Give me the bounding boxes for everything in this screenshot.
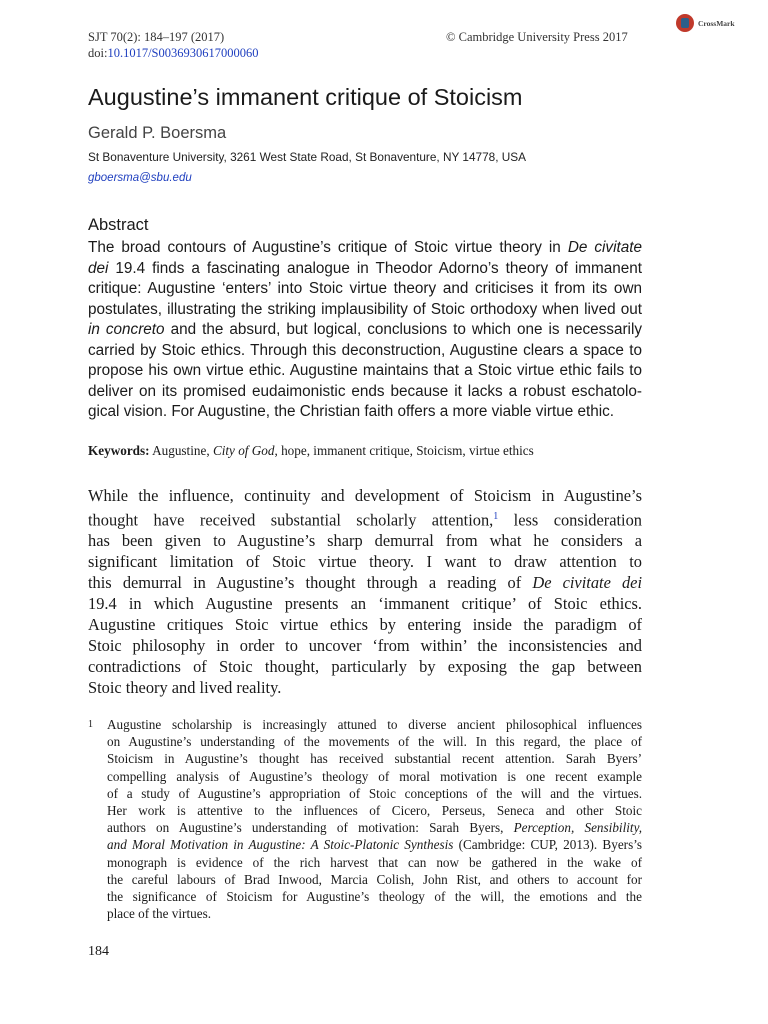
footnote-line: Her work is attentive to the influences of Cicero, Perseus, Seneca and other Stoic bbox=[107, 803, 642, 819]
copyright: © Cambridge University Press 2017 bbox=[446, 30, 628, 44]
abstract-line: postulates, illustrating the striking implausibility of Stoic orthodoxy when lived out bbox=[88, 300, 642, 318]
body-line: Stoic theory and lived reality. bbox=[88, 677, 282, 697]
abstract-line: critique: Augustine ‘enters’ into Stoic virtue theory and criticises it from its own bbox=[88, 280, 642, 297]
body-line: 19.4 in which Augustine presents an ‘immanent critique’ of Stoic ethics. bbox=[88, 594, 642, 613]
footnote-ref-1[interactable]: 1 bbox=[493, 510, 499, 522]
abstract-line: The broad contours of Augustine’s critique of Stoic virtue theory in De civitate bbox=[88, 239, 642, 256]
footnote-line: the careful labours of Brad Inwood, Marcia Colish, John Rist, and others to account for bbox=[107, 871, 642, 887]
doi-prefix: doi: bbox=[88, 46, 108, 60]
journal-citation: SJT 70(2): 184–197 (2017) bbox=[88, 30, 225, 44]
footnote-line: monograph is evidence of the rich harvest that can now be gathered in the wake of bbox=[107, 854, 642, 870]
abstract-line: gical vision. For Augustine, the Christian faith offers a more viable virtue ethic. bbox=[88, 403, 615, 420]
abstract-line: in concreto and the absurd, but logical, conclusions to which one is necessarily bbox=[88, 321, 643, 338]
abstract-text bbox=[88, 238, 642, 423]
body-line: While the influence, continuity and development of Stoicism in Augustine’s bbox=[88, 486, 642, 505]
body-line: contradictions of Stoic thought, particularly by exposing the gap between bbox=[88, 656, 642, 676]
footnote-1 bbox=[88, 716, 642, 922]
crossmark-label: CrossMark bbox=[698, 18, 735, 28]
body-line: thought have received substantial scholarly attention,$^1$ less consideration bbox=[88, 510, 642, 530]
crossmark-badge[interactable] bbox=[676, 10, 768, 36]
abstract-line: dei 19.4 finds a fascinating analogue in Theodor Adorno’s theory of immanent bbox=[88, 259, 642, 277]
abstract-line: carried by Stoic ethics. Through this deconstruction, Augustine clears a space to bbox=[88, 341, 642, 359]
body-line: this demurral in Augustine’s thought through a reading of De civitate dei bbox=[88, 573, 642, 593]
footnote-line: place of the virtues. bbox=[107, 906, 211, 922]
doi-line bbox=[88, 46, 259, 61]
body-paragraph bbox=[88, 486, 642, 699]
doi-link[interactable]: 10.1017/S0036930617000060 bbox=[107, 46, 259, 60]
footnote-line: compelling analysis of Augustine’s theology of moral motivation is one recent example bbox=[107, 768, 642, 784]
abstract-heading: Abstract bbox=[88, 216, 149, 234]
article-title: Augustine’s immanent critique of Stoicism bbox=[88, 84, 523, 110]
footnote-line: authors on Augustine’s understanding of motivation: Sarah Byers, Perception, Sensibility, bbox=[107, 820, 642, 836]
abstract-line: deliver on its promised eudaimonistic ends because it lacks a robust eschatolo- bbox=[88, 382, 642, 400]
footnote-line: and Moral Motivation in Augustine: A Stoic-Platonic Synthesis (Cambridge: CUP, 2013). Byers’s bbox=[107, 837, 642, 853]
keywords-label: Keywords: bbox=[88, 443, 150, 458]
author-name: Gerald P. Boersma bbox=[88, 124, 227, 142]
body-line: significant limitation of Stoic virtue theory. I want to draw attention to bbox=[88, 552, 642, 572]
author-email[interactable]: gboersma@sbu.edu bbox=[88, 172, 192, 184]
keywords-list: Augustine, City of God, hope, immanent critique, Stoicism, virtue ethics bbox=[152, 443, 534, 458]
body-line: Augustine critiques Stoic virtue ethics by entering inside the paradigm of bbox=[88, 614, 642, 634]
abstract-line: propose his own virtue ethic. Augustine maintains that a Stoic virtue ethic fails to bbox=[88, 362, 642, 379]
footnote-line: Stoicism in Augustine’s thought has received substantial recent attention. Sarah Byers’ bbox=[107, 751, 642, 767]
footnote-line: on Augustine’s understanding of the movements of the will. In this regard, the place of bbox=[107, 734, 642, 750]
body-line: Stoic philosophy in order to uncover ‘from within’ the inconsistencies and bbox=[88, 635, 642, 655]
keywords bbox=[88, 443, 534, 459]
page-number: 184 bbox=[88, 944, 109, 959]
footnote-mark: 1 bbox=[88, 719, 93, 730]
footnote-line: the significance of Stoicism for Augustine’s theology of the will, the emotions and the bbox=[107, 889, 642, 905]
footnote-line: Augustine scholarship is increasingly attuned to diverse ancient philosophical influences bbox=[107, 717, 642, 732]
body-line: has been given to Augustine’s sharp demurral from what he considers a bbox=[88, 531, 642, 551]
crossmark-icon bbox=[676, 14, 694, 32]
author-affiliation: St Bonaventure University, 3261 West State Road, St Bonaventure, NY 14778, USA bbox=[88, 150, 527, 164]
footnote-line: of a study of Augustine’s appropriation of Stoic conceptions of the will and the virtues. bbox=[107, 785, 642, 801]
